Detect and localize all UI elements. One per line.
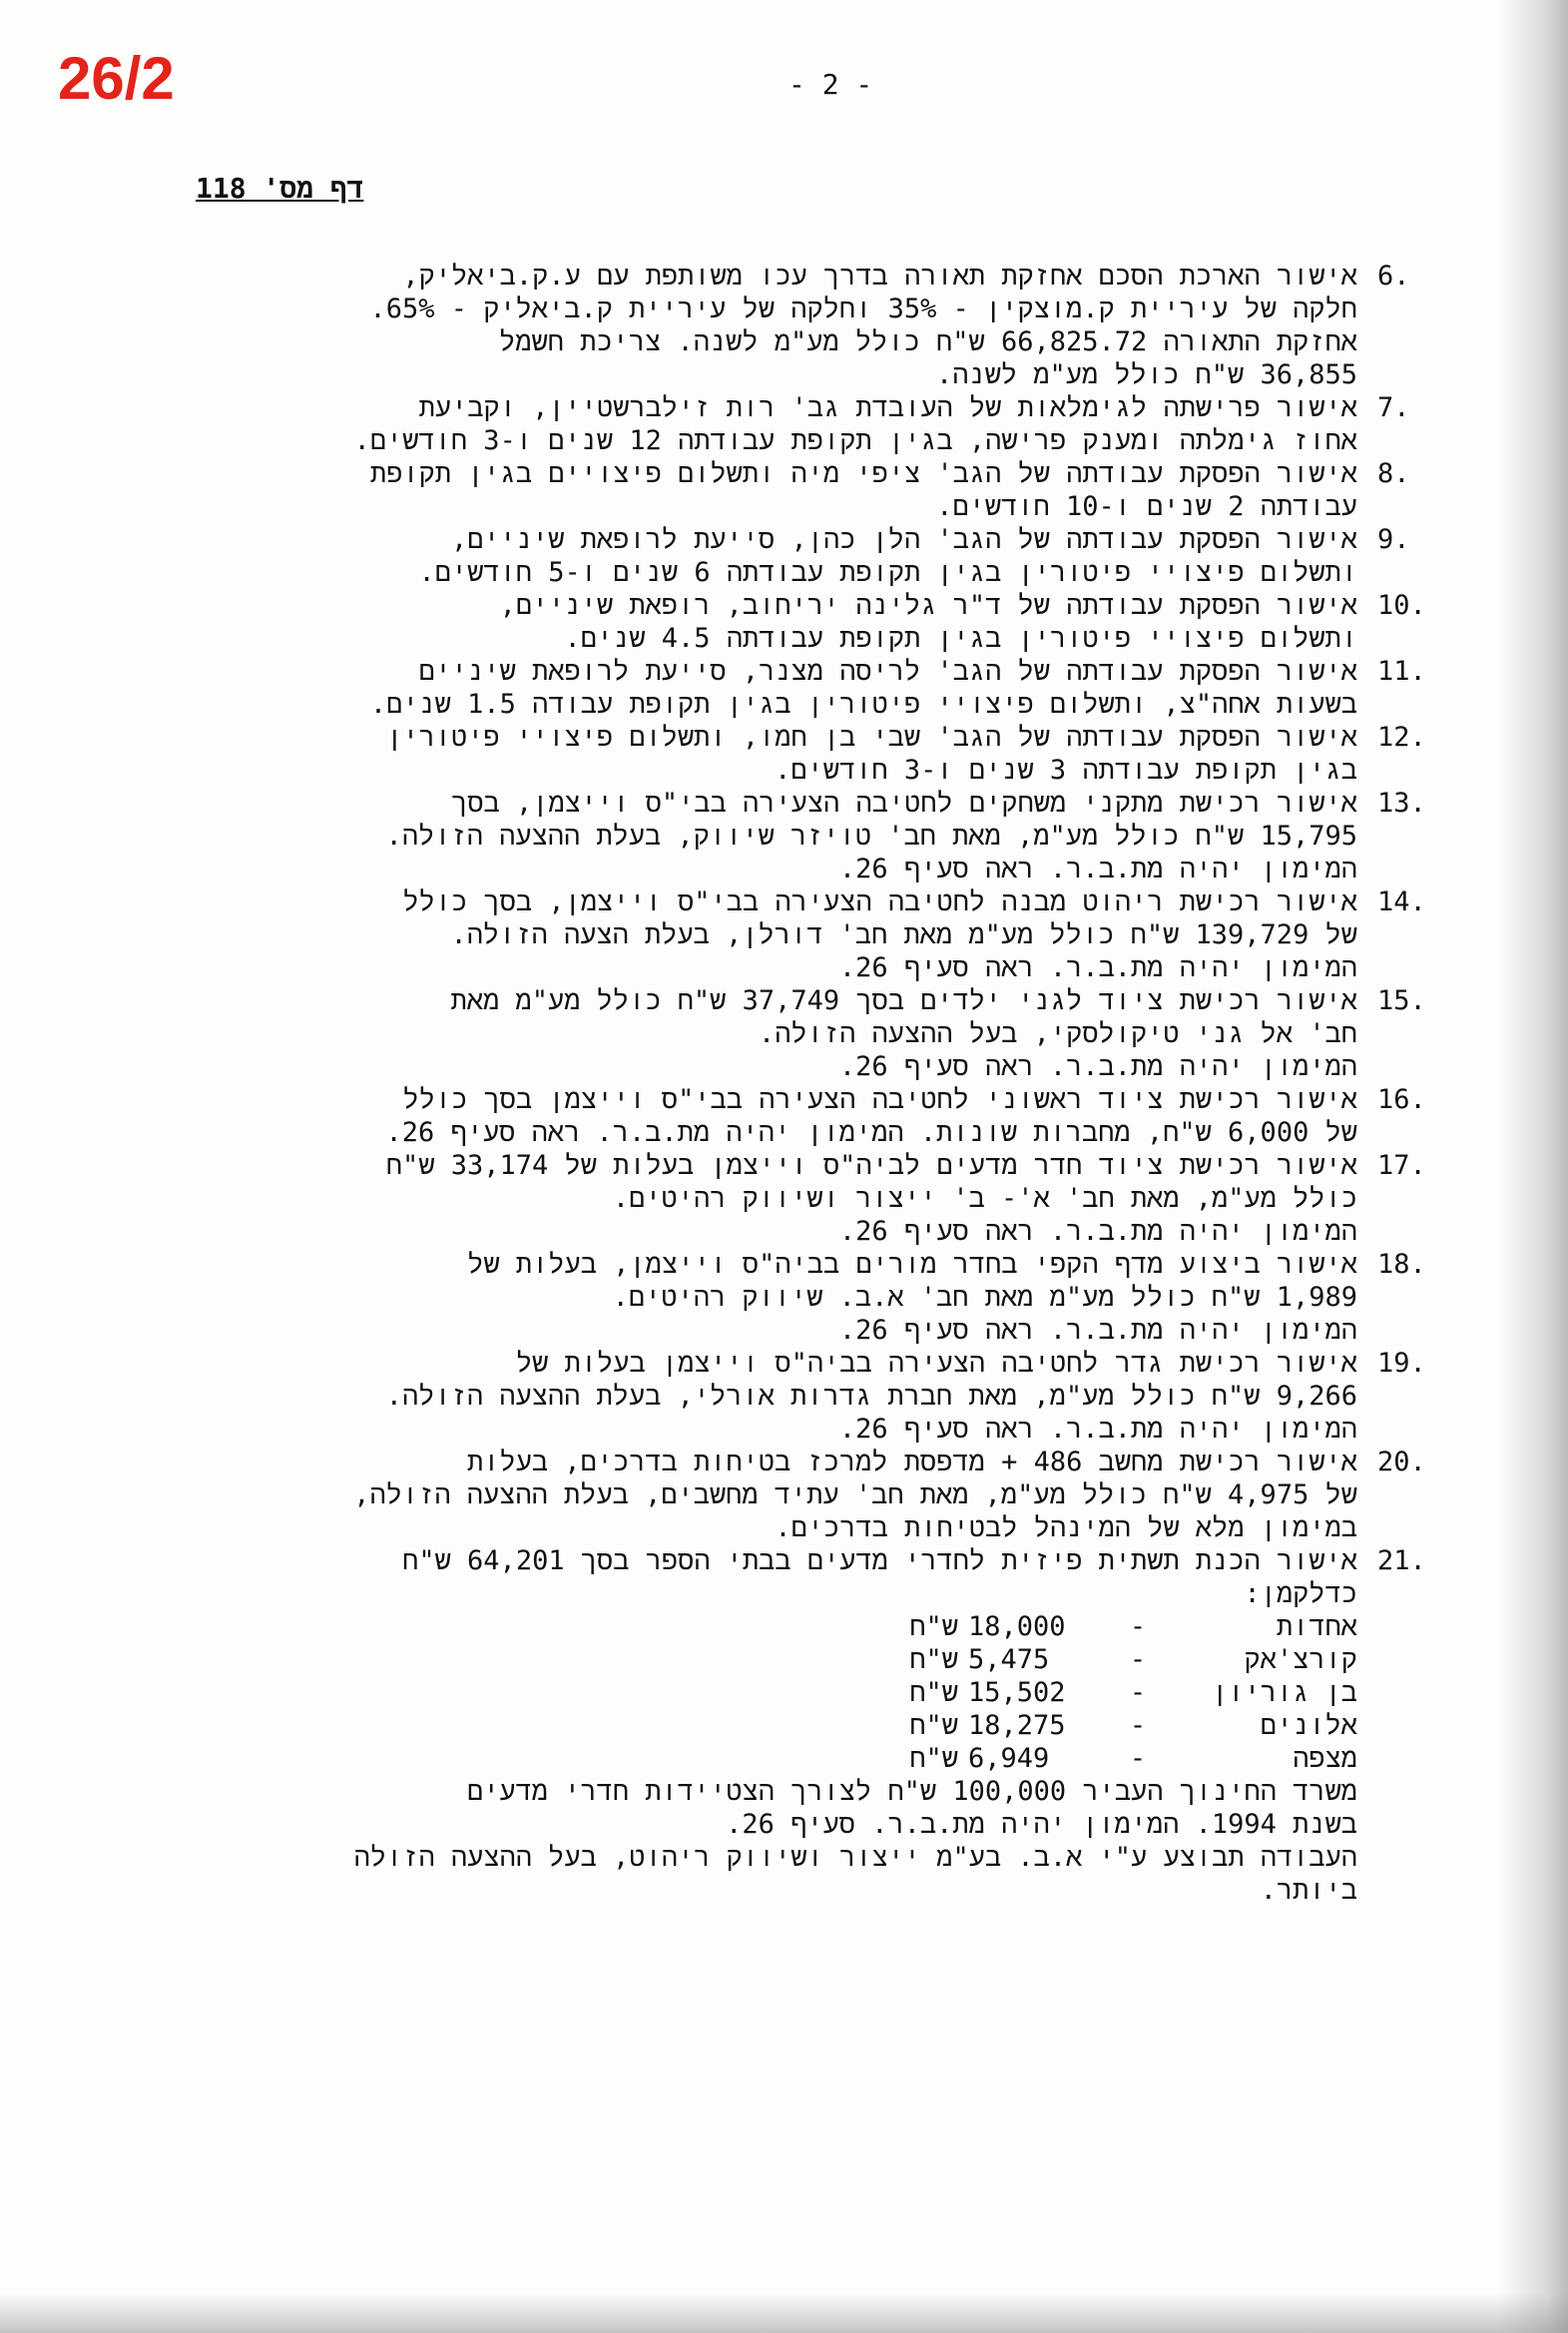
item-body (130, 1446, 1357, 1544)
separator-dash: - (1129, 1710, 1147, 1741)
item-body (130, 1544, 1357, 1907)
currency-unit: ש"ח (909, 1644, 958, 1675)
agenda-item (130, 391, 1447, 457)
item-text-line: של 4,975 ש"ח כולל מע"מ, מאת חב' עתיד מחשבים, בעלת ההצעה הזולה, (353, 1479, 1357, 1510)
separator-dash: - (1129, 1743, 1147, 1774)
agenda-item (130, 655, 1447, 721)
item-text-line: 15,795 ש"ח כולל מע"מ, מאת חב' טויזר שיווק, בעלת ההצעה הזולה. (385, 821, 1357, 852)
item-text-line: 9,266 ש"ח כולל מע"מ, מאת חברת גדרות אורלי, בעלת ההצעה הזולה. (385, 1381, 1357, 1412)
item-text-line: אישור הכנת תשתית פיזית לחדרי מדעים בבתי הספר בסך 64,201 ש"ח (402, 1545, 1357, 1576)
item-text-line: המימון יהיה מת.ב.ר. ראה סעיף 26. (838, 1216, 1357, 1247)
breakdown-row (130, 1610, 1357, 1643)
breakdown-row (130, 1709, 1357, 1742)
separator-dash: - (1129, 1611, 1147, 1642)
amount: 6,949 (968, 1743, 1050, 1774)
item-number: 17. (1377, 1150, 1426, 1181)
item-text-line: המימון יהיה מת.ב.ר. ראה סעיף 26. (838, 952, 1357, 983)
item-number: 16. (1377, 1084, 1426, 1115)
item-text-line: המימון יהיה מת.ב.ר. ראה סעיף 26. (838, 1414, 1357, 1445)
item-body (130, 457, 1357, 523)
agenda-item (130, 523, 1447, 589)
school-name: אחדות (1276, 1611, 1357, 1642)
sheet-title: דף מס' 118 (196, 172, 364, 205)
agenda-item (130, 1544, 1447, 1907)
item-text-line: חלקה של עיריית ק.מוצקין - 35% וחלקה של עיריית ק.ביאליק - 65%. (369, 293, 1357, 324)
item-body (130, 523, 1357, 589)
agenda-item (130, 589, 1447, 655)
scan-edge-shadow (1498, 0, 1568, 2333)
item-body (130, 391, 1357, 457)
school-name: קורצ'אק (1244, 1644, 1357, 1675)
amount: 5,475 (968, 1644, 1050, 1675)
item-number: 13. (1377, 788, 1426, 819)
item-text-line: ותשלום פיצויי פיטורין בגין תקופת עבודתה 6 שנים ו-5 חודשים. (418, 557, 1357, 588)
item-body (130, 1248, 1357, 1347)
amount: 15,502 (968, 1677, 1066, 1708)
item-number: 18. (1377, 1249, 1426, 1280)
breakdown-row (130, 1676, 1357, 1709)
page-stamp: 26/2 (58, 45, 175, 112)
currency-unit: ש"ח (909, 1710, 958, 1741)
agenda-item (130, 457, 1447, 523)
item-text-line: ביותר. (1260, 1875, 1357, 1906)
item-body (130, 589, 1357, 655)
item-text-line: במימון מלא של המינהל לבטיחות בדרכים. (775, 1512, 1357, 1543)
item-number: 11. (1377, 656, 1426, 687)
item-text-line: אישור הפסקת עבודתה של הגב' לריסה מצנר, סייעת לרופאת שיניים (418, 656, 1357, 687)
item-text-line: אישור רכישת ציוד לגני ילדים בסך 37,749 ש"ח כולל מע"מ מאת (450, 985, 1357, 1016)
currency-unit: ש"ח (909, 1677, 958, 1708)
item-text-line: אישור רכישת מתקני משחקים לחטיבה הצעירה בבי"ס וייצמן, בסך (451, 788, 1357, 819)
school-name: אלונים (1260, 1710, 1357, 1741)
school-name: מצפה (1293, 1743, 1357, 1774)
agenda-item (130, 885, 1447, 984)
item-text-line: בשנת 1994. המימון יהיה מת.ב.ר. סעיף 26. (726, 1809, 1357, 1840)
item-text-line: אישור הפסקת עבודתה של הגב' ציפי מיה ותשלום פיצויים בגין תקופת (370, 458, 1357, 489)
item-text-line: חב' אל גני טיקולסקי, בעל ההצעה הזולה. (759, 1018, 1357, 1049)
item-text-line: אישור רכישת מחשב 486 + מדפסת למרכז בטיחות בדרכים, בעלות (467, 1447, 1357, 1477)
item-text-line: כדלקמן: (1244, 1578, 1357, 1609)
item-text-line: המימון יהיה מת.ב.ר. ראה סעיף 26. (838, 1051, 1357, 1082)
item-number: 15. (1377, 985, 1426, 1016)
item-text-line: המימון יהיה מת.ב.ר. ראה סעיף 26. (838, 854, 1357, 884)
item-text-line: אישור פרישתה לגימלאות של העובדת גב' רות זילברשטיין, וקביעת (418, 392, 1357, 423)
agenda-item (130, 984, 1447, 1083)
agenda-item (130, 1083, 1447, 1149)
item-text-line: אחזקת התאורה 66,825.72 ש"ח כולל מע"מ לשנה. צריכת חשמל (499, 326, 1357, 357)
agenda-item (130, 1347, 1447, 1446)
item-body (130, 260, 1357, 391)
item-text-line: אישור הפסקת עבודתה של הגב' שבי בן חמו, ותשלום פיצויי פיטורין (386, 722, 1357, 753)
item-text-line: אישור הפסקת עבודתה של הגב' הלן כהן, סייעת לרופאת שיניים, (451, 524, 1357, 555)
item-text-line: 36,855 ש"ח כולל מע"מ לשנה. (936, 359, 1357, 390)
page-number: - 2 - (788, 68, 873, 101)
school-name: בן גוריון (1212, 1677, 1357, 1708)
item-number: 14. (1377, 886, 1426, 917)
item-number: 10. (1377, 590, 1426, 621)
breakdown-row (130, 1742, 1357, 1775)
item-number: 12. (1377, 722, 1426, 753)
item-text-line: אחוז גימלתה ומענק פרישה, בגין תקופת עבודתה 12 שנים ו-3 חודשים. (353, 425, 1357, 456)
agenda-item (130, 260, 1447, 391)
item-text-line: המימון יהיה מת.ב.ר. ראה סעיף 26. (838, 1315, 1357, 1346)
item-text-line: העבודה תבוצע ע"י א.ב. בע"מ ייצור ושיווק ריהוט, בעל ההצעה הזולה (353, 1842, 1357, 1873)
item-number: 20. (1377, 1447, 1426, 1477)
item-text-line: של 139,729 ש"ח כולל מע"מ מאת חב' דורלן, בעלת הצעה הזולה. (450, 919, 1357, 950)
amount: 18,275 (968, 1710, 1066, 1741)
item-number: 9. (1377, 524, 1410, 555)
item-text-line: אישור הפסקת עבודתה של ד"ר גלינה יריחוב, רופאת שיניים, (499, 590, 1357, 621)
item-text-line: אישור הארכת הסכם אחזקת תאורה בדרך עכו משותפת עם ע.ק.ביאליק, (402, 261, 1357, 292)
item-number: 7. (1377, 392, 1410, 423)
item-body (130, 1149, 1357, 1248)
item-text-line: משרד החינוך העביר 100,000 ש"ח לצורך הצטיידות חדרי מדעים (466, 1776, 1357, 1807)
currency-unit: ש"ח (909, 1611, 958, 1642)
item-text-line: 1,989 ש"ח כולל מע"מ מאת חב' א.ב. שיווק רהיטים. (612, 1282, 1357, 1313)
item-number: 6. (1377, 261, 1410, 292)
item-body (130, 1083, 1357, 1149)
item-body (130, 885, 1357, 984)
amount: 18,000 (968, 1611, 1066, 1642)
item-text-line: בגין תקופת עבודתה 3 שנים ו-3 חודשים. (775, 755, 1357, 786)
separator-dash: - (1129, 1644, 1147, 1675)
agenda-item (130, 787, 1447, 885)
item-number: 21. (1377, 1545, 1426, 1576)
scan-bottom-shadow (0, 2293, 1568, 2333)
item-number: 8. (1377, 458, 1410, 489)
item-body (130, 984, 1357, 1083)
separator-dash: - (1129, 1677, 1147, 1708)
item-body (130, 1347, 1357, 1446)
agenda-item (130, 1248, 1447, 1347)
item-body (130, 655, 1357, 721)
item-text-line: כולל מע"מ, מאת חב' א'- ב' ייצור ושיווק רהיטים. (612, 1183, 1357, 1214)
agenda-item (130, 1149, 1447, 1248)
agenda-items (130, 260, 1447, 1907)
item-text-line: עבודתה 2 שנים ו-10 חודשים. (936, 491, 1357, 522)
item-text-line: של 6,000 ש"ח, מחברות שונות. המימון יהיה מת.ב.ר. ראה סעיף 26. (385, 1117, 1357, 1148)
item-text-line: בשעות אחה"צ, ותשלום פיצויי פיטורין בגין תקופת עבודה 1.5 שנים. (369, 689, 1357, 720)
cost-breakdown (130, 1610, 1357, 1775)
agenda-item (130, 1446, 1447, 1544)
item-text-line: אישור רכישת ציוד חדר מדעים לביה"ס וייצמן בעלות של 33,174 ש"ח (385, 1150, 1357, 1181)
agenda-item (130, 721, 1447, 787)
breakdown-row (130, 1643, 1357, 1676)
item-text-line: אישור ביצוע מדף הקפי בחדר מורים בביה"ס וייצמן, בעלות של (467, 1249, 1357, 1280)
item-text-line: אישור רכישת ריהוט מבנה לחטיבה הצעירה בבי"ס וייצמן, בסך כולל (402, 886, 1357, 917)
item-body (130, 721, 1357, 787)
currency-unit: ש"ח (909, 1743, 958, 1774)
item-number: 19. (1377, 1348, 1426, 1379)
item-body (130, 787, 1357, 885)
item-text-line: ותשלום פיצויי פיטורין בגין תקופת עבודתה 4.5 שנים. (564, 623, 1357, 654)
item-text-line: אישור רכישת גדר לחטיבה הצעירה בביה"ס וייצמן בעלות של (515, 1348, 1357, 1379)
item-text-line: אישור רכישת ציוד ראשוני לחטיבה הצעירה בבי"ס וייצמן בסך כולל (402, 1084, 1357, 1115)
